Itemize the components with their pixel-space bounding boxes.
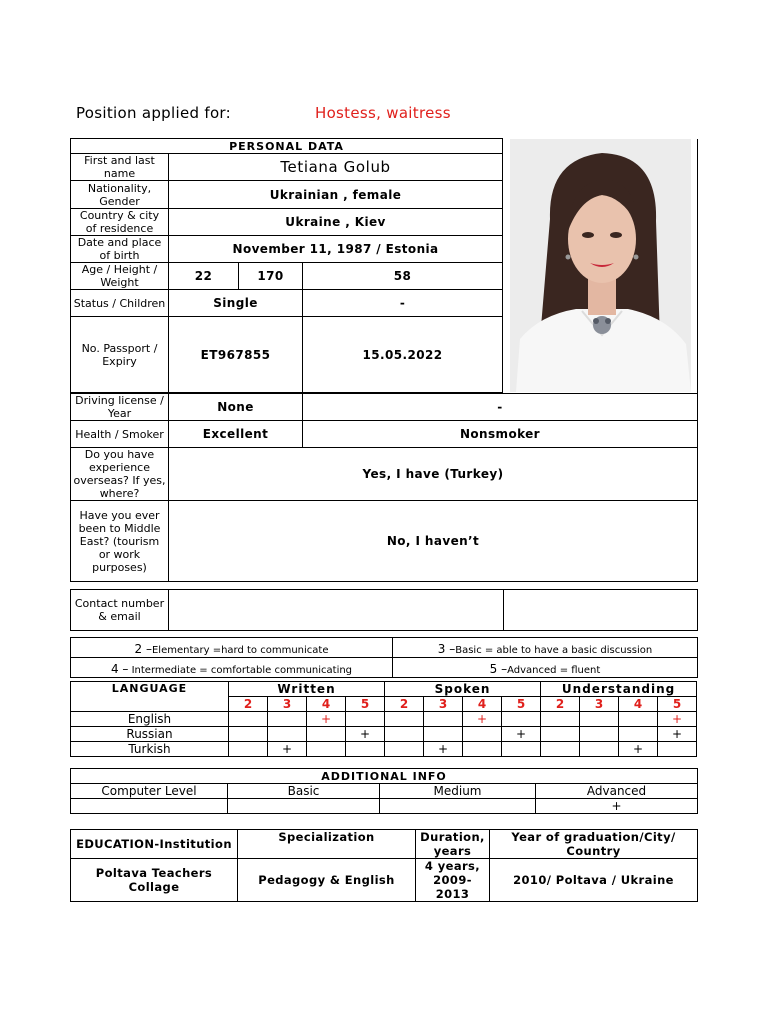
birth-value: November 11, 1987 / Estonia — [169, 236, 503, 263]
spoken-level-cell — [502, 712, 541, 727]
language-name: Turkish — [71, 742, 229, 757]
education-table — [70, 829, 698, 902]
written-level-cell — [268, 727, 307, 742]
computer-medium-mark — [380, 799, 536, 814]
understanding-level-cell — [541, 712, 580, 727]
computer-medium-label: Medium — [380, 784, 536, 799]
education-institution: Poltava Teachers Collage — [71, 859, 238, 902]
level-header: 3 — [424, 697, 463, 712]
understanding-level-cell — [619, 712, 658, 727]
understanding-level-cell: + — [619, 742, 658, 757]
passport-label: No. Passport / Expiry — [71, 317, 169, 393]
understanding-header: Understanding — [541, 682, 697, 697]
education-graduation-header: Year of graduation/City/ Country — [490, 830, 698, 859]
scale-level-4-text: Intermediate = comfortable communicating — [128, 665, 353, 676]
written-level-cell — [307, 727, 346, 742]
weight-value: 58 — [303, 263, 503, 290]
spoken-level-cell: + — [463, 712, 502, 727]
education-specialization-header: Specialization — [238, 830, 416, 859]
understanding-level-cell: + — [658, 712, 697, 727]
education-duration: 4 years, 2009-2013 — [416, 859, 490, 902]
written-level-cell — [268, 712, 307, 727]
health-label: Health / Smoker — [71, 421, 169, 448]
birth-label: Date and place of birth — [71, 236, 169, 263]
written-level-cell: + — [346, 727, 385, 742]
scale-level-2-num: 2 – — [134, 642, 152, 656]
residence-label: Country & city of residence — [71, 209, 169, 236]
level-header: 4 — [463, 697, 502, 712]
middle-east-value: No, I haven’t — [169, 501, 698, 582]
level-header: 2 — [385, 697, 424, 712]
scale-level-5-num: 5 – — [489, 662, 508, 676]
spoken-header: Spoken — [385, 682, 541, 697]
computer-basic-label: Basic — [228, 784, 380, 799]
level-header: 5 — [346, 697, 385, 712]
spoken-level-cell: + — [502, 727, 541, 742]
computer-advanced-label: Advanced — [536, 784, 698, 799]
language-row — [71, 712, 697, 727]
scale-level-5-text: Advanced = fluent — [507, 665, 601, 676]
level-header: 5 — [502, 697, 541, 712]
spoken-level-cell — [424, 712, 463, 727]
language-name: Russian — [71, 727, 229, 742]
scale-level-4-num: 4 – — [110, 662, 129, 676]
driving-value: None — [169, 394, 303, 421]
level-header: 5 — [658, 697, 697, 712]
language-name: English — [71, 712, 229, 727]
understanding-level-cell — [658, 742, 697, 757]
portrait-photo-icon — [510, 139, 691, 392]
status-label: Status / Children — [71, 290, 169, 317]
understanding-level-cell — [541, 727, 580, 742]
education-duration-header: Duration, years — [416, 830, 490, 859]
personal-data-table-2 — [70, 393, 698, 582]
written-header: Written — [229, 682, 385, 697]
understanding-level-cell — [580, 727, 619, 742]
overseas-label: Do you have experience overseas? If yes, where? — [71, 448, 169, 501]
written-level-cell: + — [307, 712, 346, 727]
written-level-cell — [346, 742, 385, 757]
scale-legend-table — [70, 637, 698, 678]
scale-level-3 — [393, 638, 698, 658]
height-value: 170 — [239, 263, 303, 290]
spoken-level-cell: + — [424, 742, 463, 757]
neck — [588, 279, 616, 315]
computer-advanced-mark: + — [536, 799, 698, 814]
understanding-level-cell — [580, 742, 619, 757]
spoken-level-cell — [502, 742, 541, 757]
level-header: 2 — [229, 697, 268, 712]
age-value: 22 — [169, 263, 239, 290]
additional-info-table — [70, 768, 698, 814]
spoken-level-cell — [385, 742, 424, 757]
spoken-level-cell — [463, 727, 502, 742]
written-level-cell — [229, 712, 268, 727]
expiry-value: 15.05.2022 — [303, 317, 503, 393]
level-header: 3 — [268, 697, 307, 712]
contact-email — [504, 590, 698, 631]
written-level-cell: + — [268, 742, 307, 757]
understanding-level-cell — [619, 727, 658, 742]
language-row — [71, 742, 697, 757]
education-specialization: Pedagogy & English — [238, 859, 416, 902]
language-header: LANGUAGE — [71, 682, 229, 712]
written-level-cell — [346, 712, 385, 727]
written-level-cell — [229, 742, 268, 757]
scale-level-5 — [393, 658, 698, 678]
spoken-level-cell — [463, 742, 502, 757]
education-institution-header: EDUCATION-Institution — [71, 830, 238, 859]
language-table — [70, 681, 697, 757]
level-header: 3 — [580, 697, 619, 712]
personal-data-header: PERSONAL DATA — [71, 139, 503, 154]
driving-year-value: - — [303, 394, 698, 421]
level-header: 4 — [307, 697, 346, 712]
scale-level-3-num: 3 – — [437, 642, 456, 656]
computer-blank — [71, 799, 228, 814]
children-value: - — [303, 290, 503, 317]
health-value: Excellent — [169, 421, 303, 448]
contact-phone — [169, 590, 504, 631]
scale-level-4 — [71, 658, 393, 678]
computer-basic-mark — [228, 799, 380, 814]
nationality-label: Nationality, Gender — [71, 181, 169, 209]
understanding-level-cell — [580, 712, 619, 727]
additional-info-header: ADDITIONAL INFO — [71, 769, 698, 784]
written-level-cell — [307, 742, 346, 757]
position-value: Hostess, waitress — [315, 104, 451, 122]
written-level-cell — [229, 727, 268, 742]
passport-value: ET967855 — [169, 317, 303, 393]
middle-east-label: Have you ever been to Middle East? (tourism or work purposes) — [71, 501, 169, 582]
scale-level-3-text: Basic = able to have a basic discussion — [455, 645, 653, 656]
portrait-photo — [510, 139, 691, 392]
driving-label: Driving license / Year — [71, 394, 169, 421]
spoken-level-cell — [385, 712, 424, 727]
scale-level-2 — [71, 638, 393, 658]
level-header: 2 — [541, 697, 580, 712]
spoken-level-cell — [424, 727, 463, 742]
spoken-level-cell — [385, 727, 424, 742]
understanding-level-cell — [541, 742, 580, 757]
full-name: Tetiana Golub — [169, 154, 503, 181]
scale-level-2-text: Elementary =hard to communicate — [151, 645, 329, 656]
understanding-level-cell: + — [658, 727, 697, 742]
status-value: Single — [169, 290, 303, 317]
name-label: First and last name — [71, 154, 169, 181]
contact-label: Contact number & email — [71, 590, 169, 631]
residence-value: Ukraine , Kiev — [169, 209, 503, 236]
computer-level-label: Computer Level — [71, 784, 228, 799]
age-label: Age / Height / Weight — [71, 263, 169, 290]
overseas-value: Yes, I have (Turkey) — [169, 448, 698, 501]
language-row — [71, 727, 697, 742]
position-label: Position applied for: — [76, 104, 231, 122]
education-graduation: 2010/ Poltava / Ukraine — [490, 859, 698, 902]
level-header: 4 — [619, 697, 658, 712]
smoker-value: Nonsmoker — [303, 421, 698, 448]
nationality-value: Ukrainian , female — [169, 181, 503, 209]
contact-table — [70, 589, 698, 631]
